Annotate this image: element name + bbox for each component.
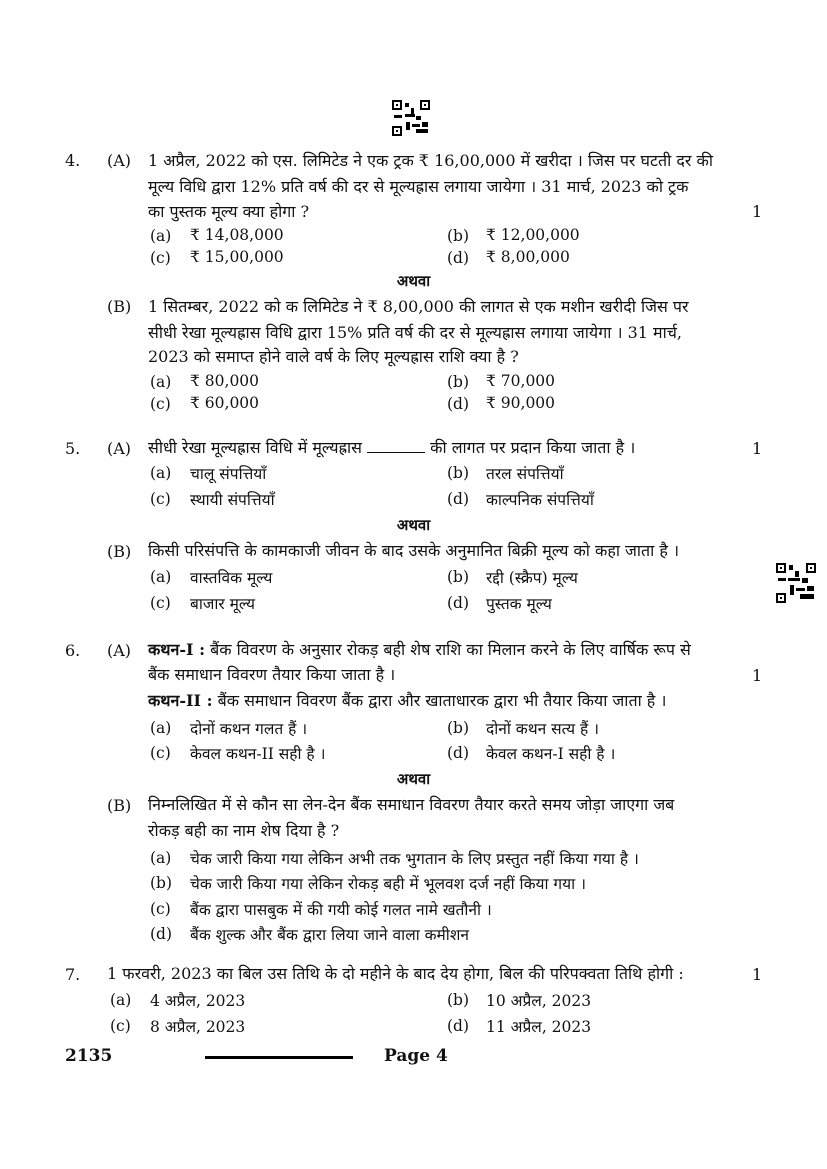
option-label: (d): [447, 249, 470, 267]
question-text-line: 1 फरवरी, 2023 का बिल उस तिथि के दो महीने के बाद देय होगा, बिल की परिपक्वता तिथि होगी :: [107, 964, 684, 983]
option-text: केवल कथन-I सही है ।: [486, 745, 616, 763]
option-text: चेक जारी किया गया लेकिन रोकड़ बही में भूलवश दर्ज नहीं किया गया ।: [190, 875, 586, 893]
option-label: (c): [150, 900, 171, 918]
qr-code-top: [392, 100, 430, 136]
option-text: पुस्तक मूल्य: [486, 595, 552, 613]
option-label: (c): [150, 395, 171, 413]
option-text: ₹ 12,00,000: [486, 226, 580, 244]
option-text: चालू संपत्तियाँ: [190, 465, 267, 483]
option-text: रद्दी (स्क्रैप) मूल्य: [486, 569, 578, 587]
question-text-line: निम्नलिखित में से कौन सा लेन-देन बैंक समाधान विवरण तैयार करते समय जोड़ा जाएगा जब: [148, 795, 675, 814]
question-text-line: 1 अप्रैल, 2022 को एस. लिमिटेड ने एक ट्रक ₹ 16,00,000 में खरीदा । जिस पर घटती दर की: [148, 151, 713, 170]
or-separator: अथवा: [396, 516, 431, 534]
option-text: बैंक शुल्क और बैंक द्वारा लिया जाने वाला कमीशन: [190, 926, 469, 944]
option-label: (d): [447, 395, 470, 413]
question-text-line: [148, 437, 635, 459]
option-label: (b): [150, 874, 173, 892]
statement-1-text: बैंक विवरण के अनुसार रोकड़ बही शेष राशि का मिलान करने के लिए वार्षिक रूप से: [205, 640, 691, 659]
option-text: बैंक द्वारा पासबुक में की गयी कोई गलत नामे खतौनी ।: [190, 901, 492, 919]
option-label: (b): [447, 568, 470, 586]
option-label: (d): [447, 1017, 470, 1035]
marks: 1: [752, 439, 763, 458]
statement-2-text: बैंक समाधान विवरण बैंक द्वारा और खाताधारक द्वारा भी तैयार किया जाता है ।: [212, 691, 667, 710]
option-text: ₹ 14,08,000: [190, 226, 284, 244]
fill-blank: [367, 438, 425, 453]
marks: 1: [752, 202, 763, 221]
statement-2-line: [148, 690, 666, 712]
question-number: 6.: [65, 641, 81, 660]
option-text: दोनों कथन गलत हैं ।: [190, 720, 308, 738]
option-text: 4 अप्रैल, 2023: [150, 992, 246, 1010]
or-separator: अथवा: [396, 770, 431, 788]
statement-2-label: कथन-II :: [148, 691, 213, 710]
statement-1-line: बैंक समाधान विवरण तैयार किया जाता है ।: [148, 665, 396, 684]
option-label: (b): [447, 464, 470, 482]
statement-1-line: [148, 639, 691, 661]
question-text-line: 1 सितम्बर, 2022 को क लिमिटेड ने ₹ 8,00,000 की लागत से एक मशीन खरीदी जिस पर: [148, 297, 689, 316]
option-text: 8 अप्रैल, 2023: [150, 1018, 246, 1036]
footer-rule: [205, 1056, 353, 1059]
option-label: (a): [150, 227, 172, 245]
option-label: (c): [150, 744, 171, 762]
option-text: केवल कथन-II सही है ।: [190, 745, 326, 763]
option-label: (d): [447, 594, 470, 612]
option-label: (c): [150, 490, 171, 508]
option-text: ₹ 8,00,000: [486, 248, 570, 266]
option-text: 10 अप्रैल, 2023: [486, 992, 592, 1010]
option-label: (c): [150, 594, 171, 612]
marks: 1: [752, 965, 763, 984]
option-label: (a): [150, 568, 172, 586]
question-text-post: की लागत पर प्रदान किया जाता है ।: [430, 438, 636, 457]
option-text: काल्पनिक संपत्तियाँ: [486, 491, 594, 509]
part-label: (B): [107, 542, 132, 561]
option-label: (a): [150, 849, 172, 867]
question-text-pre: सीधी रेखा मूल्यह्रास विधि में मूल्यह्रास: [148, 438, 362, 457]
question-number: 7.: [65, 965, 81, 984]
option-label: (a): [150, 464, 172, 482]
option-text: ₹ 90,000: [486, 394, 556, 412]
paper-code: 2135: [65, 1046, 113, 1066]
option-text: ₹ 60,000: [190, 394, 260, 412]
option-label: (b): [447, 991, 470, 1009]
page-number: Page 4: [384, 1046, 448, 1066]
option-label: (a): [110, 991, 132, 1009]
or-separator: अथवा: [396, 272, 431, 290]
question-text-line: मूल्य विधि द्वारा 12% प्रति वर्ष की दर से मूल्यह्रास लगाया जायेगा । 31 मार्च, 2023 को ट्रक: [148, 177, 689, 196]
option-label: (b): [447, 373, 470, 391]
option-text: स्थायी संपत्तियाँ: [190, 491, 275, 509]
option-label: (a): [150, 373, 172, 391]
question-text-line: का पुस्तक मूल्य क्या होगा ?: [148, 202, 310, 221]
option-label: (c): [110, 1017, 131, 1035]
question-text-line: रोकड़ बही का नाम शेष दिया है ?: [148, 821, 340, 840]
part-label: (B): [107, 297, 132, 316]
part-label: (B): [107, 796, 132, 815]
qr-code-side: [776, 563, 816, 603]
question-text-line: 2023 को समाप्त होने वाले वर्ष के लिए मूल्यह्रास राशि क्या है ?: [148, 347, 519, 366]
question-number: 5.: [65, 439, 81, 458]
option-label: (a): [150, 719, 172, 737]
option-label: (d): [447, 744, 470, 762]
option-text: तरल संपत्तियाँ: [486, 465, 564, 483]
option-label: (b): [447, 227, 470, 245]
statement-1-label: कथन-I :: [148, 640, 205, 659]
question-text-line: किसी परिसंपत्ति के कामकाजी जीवन के बाद उसके अनुमानित बिक्री मूल्य को कहा जाता है ।: [148, 541, 680, 560]
option-label: (d): [150, 925, 173, 943]
option-text: ₹ 15,00,000: [190, 248, 284, 266]
option-label: (c): [150, 249, 171, 267]
part-label: (A): [107, 439, 132, 458]
option-text: बाजार मूल्य: [190, 595, 255, 613]
question-text-line: सीधी रेखा मूल्यह्रास विधि द्वारा 15% प्रति वर्ष की दर से मूल्यह्रास लगाया जायेगा । 31 मार्च,: [148, 323, 682, 342]
option-text: दोनों कथन सत्य हैं ।: [486, 720, 600, 738]
option-text: 11 अप्रैल, 2023: [486, 1018, 592, 1036]
question-number: 4.: [65, 151, 81, 170]
option-text: चेक जारी किया गया लेकिन अभी तक भुगतान के लिए प्रस्तुत नहीं किया गया है ।: [190, 850, 639, 868]
option-text: ₹ 70,000: [486, 372, 556, 390]
option-text: वास्तविक मूल्य: [190, 569, 273, 587]
option-text: ₹ 80,000: [190, 372, 260, 390]
option-label: (d): [447, 490, 470, 508]
part-label: (A): [107, 641, 132, 660]
option-label: (b): [447, 719, 470, 737]
marks: 1: [752, 666, 763, 685]
part-label: (A): [107, 151, 132, 170]
